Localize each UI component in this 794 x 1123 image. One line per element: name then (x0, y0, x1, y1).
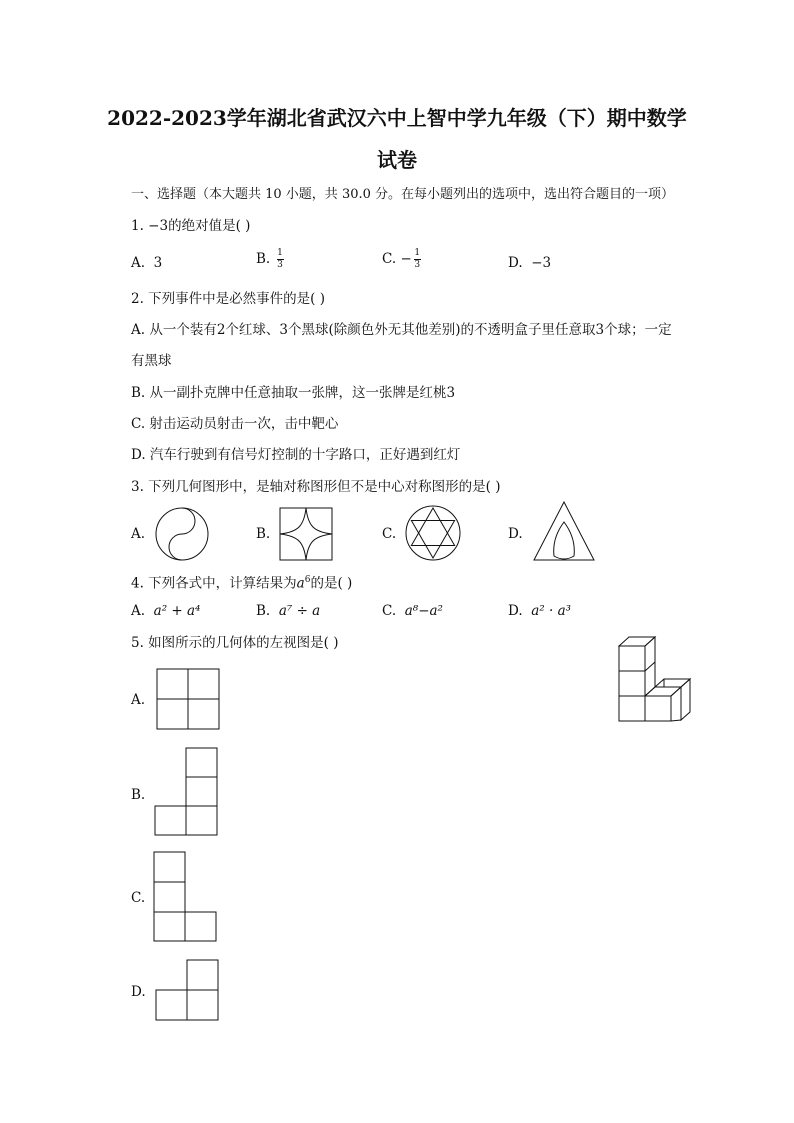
q4-stem: 4. 下列各式中，计算结果为$a^6$的是( ) (131, 575, 353, 592)
q4-option-c: C. a⁸−a² (382, 603, 443, 619)
q5-option-d-label: D. (131, 984, 146, 1000)
q3-option-b-label: B. (256, 526, 271, 542)
q5-option-b-label: B. (131, 787, 146, 803)
q3-option-d-label: D. (508, 526, 523, 542)
square-star-figure (278, 506, 334, 562)
fraction: $\frac{1}{3}$ (277, 248, 283, 270)
q2-option-a-line1: A. 从一个装有2个红球、3个黑球(除颜色外无其他差别)的不透明盒子里任意取3个球；一定 (131, 322, 672, 338)
q1-option-a: A. 3 (131, 255, 163, 271)
block-solid-figure (616, 634, 694, 724)
q4-option-d: D. a² · a³ (508, 603, 572, 619)
left-view-option-c (153, 851, 219, 943)
q2-stem: 2. 下列事件中是必然事件的是( ) (131, 291, 325, 307)
section-heading: 一、选择题（本大题共 10 小题，共 30.0 分。在每小题列出的选项中，选出符合题目的一项） (131, 187, 675, 202)
q2-option-b: B. 从一副扑克牌中任意抽取一张牌，这一张牌是红桃3 (131, 385, 456, 401)
q3-stem: 3. 下列几何图形中，是轴对称图形但不是中心对称图形的是( ) (131, 479, 501, 495)
yin-yang-figure (154, 506, 210, 562)
q4-option-a: A. a² + a⁴ (131, 603, 201, 619)
q3-option-a-label: A. (131, 526, 146, 542)
q3-option-c-label: C. (382, 526, 397, 542)
left-view-option-a (156, 668, 220, 730)
q5-stem: 5. 如图所示的几何体的左视图是( ) (131, 635, 339, 651)
q1-option-c: C. − $\frac{1}{3}$ (382, 248, 421, 270)
fraction: $\frac{1}{3}$ (414, 248, 421, 270)
q1-option-d: D. −3 (508, 255, 552, 271)
q1-option-b: B. $\frac{1}{3}$ (256, 248, 283, 270)
q2-option-d: D. 汽车行驶到有信号灯控制的十字路口，正好遇到红灯 (131, 447, 461, 463)
hexagram-circle-figure (404, 504, 462, 562)
exam-title-line1: 2022-2023学年湖北省武汉六中上智中学九年级（下）期中数学 (107, 106, 687, 130)
q4-option-b: B. a⁷ ÷ a (256, 603, 321, 619)
q2-option-a-line2: 有黑球 (131, 353, 172, 369)
left-view-option-b (153, 747, 219, 837)
left-view-option-d (155, 959, 219, 1021)
q1-stem: 1. −3的绝对值是( ) (131, 218, 251, 234)
q2-option-c: C. 射击运动员射击一次，击中靶心 (131, 416, 339, 432)
reuleaux-triangle-figure (532, 500, 596, 562)
q5-option-c-label: C. (131, 890, 146, 906)
exam-title-line2: 试卷 (377, 148, 417, 172)
q5-option-a-label: A. (131, 692, 146, 708)
